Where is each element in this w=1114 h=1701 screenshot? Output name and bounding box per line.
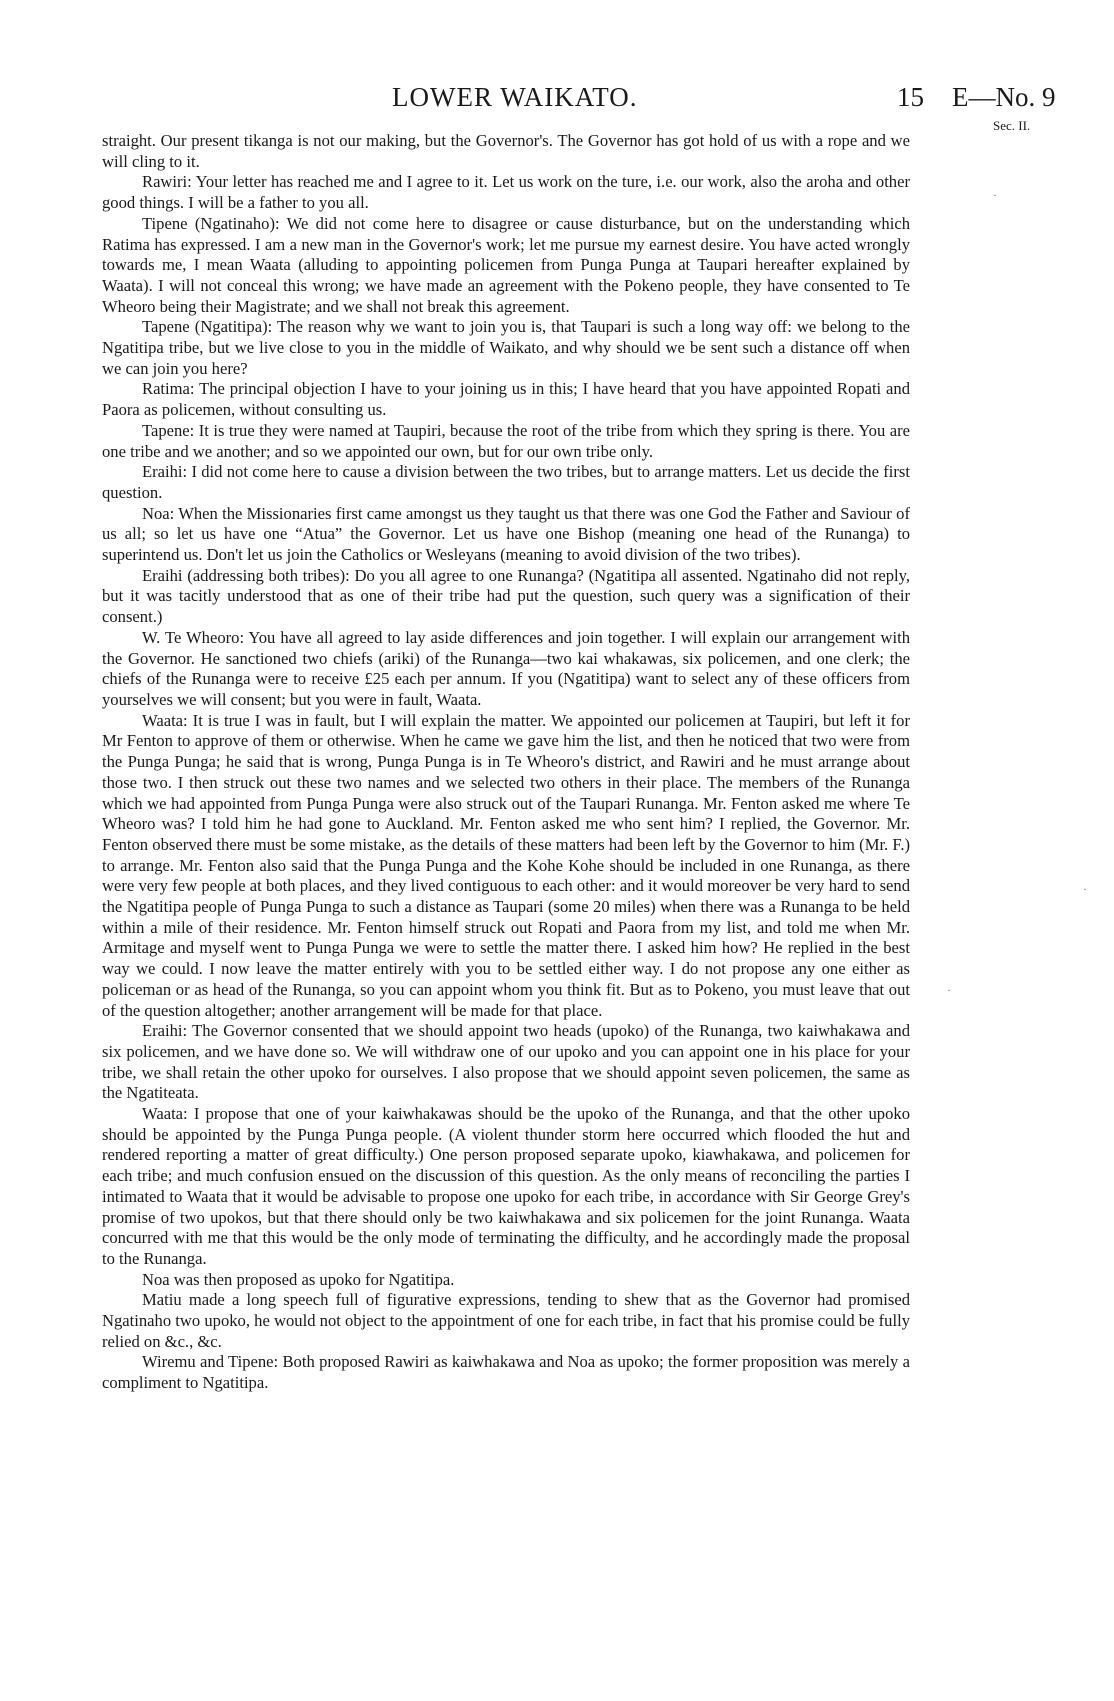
running-title: LOWER WAIKATO. (392, 82, 638, 112)
paragraph-tapene-reply: Tapene: It is true they were named at Taupiri, because the root of the tribe from which they spring is there. You are one tribe and we another; and so we appointed our own, but for our own tribe only. (102, 420, 910, 461)
paragraph-eraihi-question: Eraihi (addressing both tribes): Do you all agree to one Runanga? (Ngatitipa all assented. Ngatinaho did not reply, but it was tacitly understood that as one of their tribe had put the question, such query was a signification of their consent.) (102, 565, 910, 627)
paragraph-te-wheoro: W. Te Wheoro: You have all agreed to lay aside differences and join together. I will explain our arrangement with the Governor. He sanctioned two chiefs (ariki) of the Runanga—two kai whakawas, six policemen, and one clerk; the chiefs of the Runanga were to receive £25 each per annum. If you (Ngatitipa) want to select any of these officers from yourselves we will consent; but you were in fault, Waata. (102, 627, 910, 709)
document-reference: E—No. 9 (952, 82, 1056, 112)
paragraph-rawiri: Rawiri: Your letter has reached me and I agree to it. Let us work on the ture, i.e. our work, also the aroha and other good things. I will be a father to you all. (102, 172, 910, 213)
body-text (102, 131, 910, 1394)
paragraph-wiremu-tipene: Wiremu and Tipene: Both proposed Rawiri as kaiwhakawa and Noa as upoko; the former proposition was merely a compliment to Ngatitipa. (102, 1352, 910, 1393)
page-header (0, 82, 1114, 133)
margin-mark: · (993, 188, 997, 202)
paragraph-eraihi-governor: Eraihi: The Governor consented that we should appoint two heads (upoko) of the Runanga, two kaiwhakawa and six policemen, and we have done so. We will withdraw one of our upoko and you can appoint one in his place for your tribe, we shall retain the other upoko for ourselves. I also propose that we should appoint seven policemen, the same as the Ngatiteata. (102, 1021, 910, 1103)
paragraph-waata-proposal: Waata: I propose that one of your kaiwhakawas should be the upoko of the Runanga, and that the other upoko should be appointed by the Punga Punga people. (A violent thunder storm here occurred which flooded the hut and rendered reporting a matter of great difficulty.) One person proposed separate upoko, kiawhakawa, and policemen for each tribe; and much confusion ensued on the discussion of this question. As the only means of reconciling the parties I intimated to Waata that it would be advisable to propose one upoko for each tribe, in accordance with Sir George Grey's promise of two upokos, but that there should only be two kaiwhakawa and six policemen for the joint Runanga. Waata concurred with me that this would be the only mode of terminating the difficulty, and he accordingly made the proposal to the Runanga. (102, 1104, 910, 1268)
margin-mark: · (1083, 882, 1087, 896)
margin-mark: · (947, 983, 951, 997)
paragraph-ratima: Ratima: The principal objection I have to your joining us in this; I have heard that you have appointed Ropati and Paora as policemen, without consulting us. (102, 379, 910, 420)
paragraph-matiu: Matiu made a long speech full of figurative expressions, tending to shew that as the Governor had promised Ngatinaho two upoko, he would not object to the appointment of one for each tribe, in fact that his promise could be fully relied on &c., &c. (102, 1290, 910, 1351)
page-number: 15 (897, 82, 924, 112)
paragraph-waata: Waata: It is true I was in fault, but I will explain the matter. We appointed our policemen at Taupiri, but left it for Mr Fenton to approve of them or otherwise. When he came we gave him the list, and then he noticed that two were from the Punga Punga; he said that is wrong, Punga Punga is in Te Wheoro's district, and Rawiri and he must arrange about those two. I then struck out these two names and we selected two others in their place. The members of the Runanga which we had appointed from Punga Punga were also struck out of the Taupari Runanga. Mr. Fenton asked me where Te Wheoro was? I told him he had gone to Auckland. Mr. Fenton asked me who sent him? I replied, the Governor. Mr. Fenton observed there must be some mistake, as the details of these matters had been left by the Governor to him (Mr. F.) to arrange. Mr. Fenton also said that the Punga Punga and the Kohe Kohe should be included in one Runanga, as there were very few people at both places, and they lived contiguous to each other: and it would moreover be very hard to send the Ngatitipa people of Punga Punga to such a distance as Taupari (some 20 miles) when there was a Runanga to be held within a mile of their residence. Mr. Fenton himself struck out Ropati and Paora from my list, and told me when Mr. Armitage and myself went to Punga Punga we were to settle the matter there. I asked him how? He replied in the best way we could. I now leave the matter entirely with you to be settled either way. I do not propose any one either as policeman or as head of the Runanga, so you can appoint whom you think fit. But as to Pokeno, you must leave that out of the question altogether; another arrangement will be made for that place. (102, 710, 910, 1020)
paragraph-noa: Noa: When the Missionaries first came amongst us they taught us that there was one God the Father and Saviour of us all; so let us have one “Atua” the Governor. Let us have one Bishop (meaning one head of the Runanga) to superintend us. Don't let us join the Catholics or Wesleyans (meaning to avoid division of the two tribes). (102, 503, 910, 565)
paragraph-tipene: Tipene (Ngatinaho): We did not come here to disagree or cause disturbance, but on the understanding which Ratima has expressed. I am a new man in the Governor's work; let me pursue my earnest desire. You have acted wrongly towards me, I mean Waata (alluding to appointing policemen from Punga Punga at Taupari hereafter explained by Waata). I will not conceal this wrong; we have made an agreement with the Pokeno people, they have consented to Te Wheoro being their Magistrate; and we shall not break this agreement. (102, 213, 910, 316)
paragraph-continuation: straight. Our present tikanga is not our making, but the Governor's. The Governor has got hold of us with a rope and we will cling to it. (102, 131, 910, 171)
paragraph-noa-proposed: Noa was then proposed as upoko for Ngatitipa. (142, 1269, 455, 1289)
section-reference: Sec. II. (993, 118, 1031, 133)
paragraph-eraihi: Eraihi: I did not come here to cause a division between the two tribes, but to arrange matters. Let us decide the first question. (102, 462, 910, 502)
paragraph-tapene: Tapene (Ngatitipa): The reason why we want to join you is, that Taupari is such a long way off: we belong to the Ngatitipa tribe, but we live close to you in the middle of Waikato, and why should we be sent such a distance off when we can join you here? (102, 317, 910, 378)
